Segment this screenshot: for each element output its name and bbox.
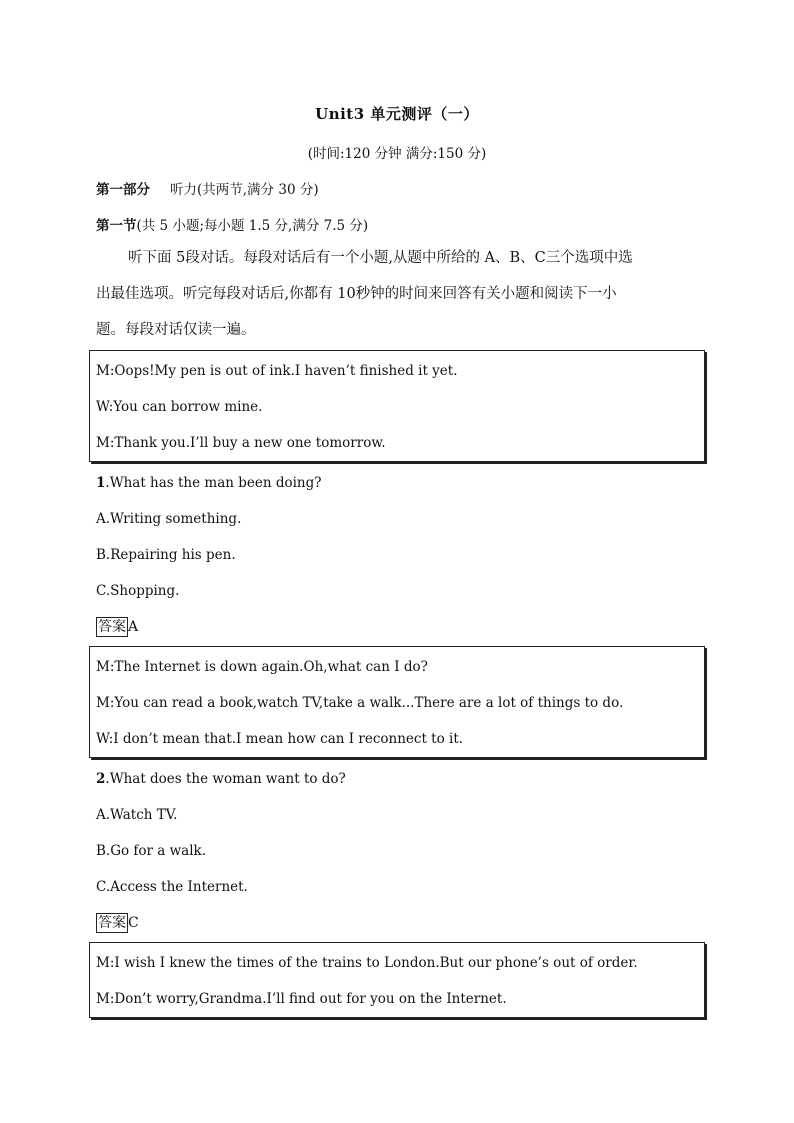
part-heading: [96, 178, 319, 198]
dialogue-line: M:Oops!My pen is out of ink.I haven’t finished it yet.: [96, 363, 458, 379]
section-heading: [96, 214, 368, 234]
instruction-line: 题。每段对话仅读一遍。: [96, 322, 256, 338]
dialogue-line: M:I wish I knew the times of the trains to London.But our phone’s out of order.: [96, 955, 638, 971]
question-number: 2: [96, 771, 106, 787]
page-subtitle: (时间:120 分钟 满分:150 分): [307, 146, 487, 162]
answer-value: A: [128, 619, 139, 635]
part-label: 第一部分: [96, 182, 150, 198]
dialogue-line: M:The Internet is down again.Oh,what can I do?: [96, 659, 428, 675]
answer-tag: 答案: [98, 619, 126, 635]
option: C.Shopping.: [96, 583, 180, 599]
question: [96, 771, 346, 787]
dialogue-line: W:I don’t mean that.I mean how can I reconnect to it.: [96, 731, 464, 747]
answer-tag: 答案: [98, 915, 126, 931]
option: B.Repairing his pen.: [96, 547, 236, 563]
instruction-line: 出最佳选项。听完每段对话后,你都有 10秒钟的时间来回答有关小题和阅读下一小: [96, 286, 617, 302]
dialogue-line: M:You can read a book,watch TV,take a walk...There are a lot of things to do.: [96, 695, 624, 711]
option: A.Watch TV.: [96, 807, 178, 823]
section-desc: (共 5 小题;每小题 1.5 分,满分 7.5 分): [136, 218, 369, 234]
page-title: Unit3 单元测评（一）: [315, 105, 479, 123]
dialogue-box: [89, 942, 705, 1018]
instruction-line: 听下面 5段对话。每段对话后有一个小题,从题中所给的 A、B、C三个选项中选: [128, 250, 633, 266]
dialogue-line: M:Don’t worry,Grandma.I’ll find out for you on the Internet.: [96, 991, 507, 1007]
part-desc: 听力(共两节,满分 30 分): [170, 182, 319, 198]
question: [96, 475, 322, 491]
instructions: [96, 240, 696, 348]
answer: [96, 617, 138, 637]
answer-value: C: [128, 915, 139, 931]
option: A.Writing something.: [96, 511, 242, 527]
dialogue-line: M:Thank you.I’ll buy a new one tomorrow.: [96, 435, 386, 451]
option: C.Access the Internet.: [96, 879, 248, 895]
question-text: .What has the man been doing?: [105, 475, 322, 491]
question-text: .What does the woman want to do?: [105, 771, 346, 787]
section-label: 第一节: [96, 218, 137, 234]
dialogue-line: W:You can borrow mine.: [96, 399, 263, 415]
dialogue-box: [89, 350, 705, 462]
question-number: 1: [96, 475, 106, 491]
option: B.Go for a walk.: [96, 843, 207, 859]
dialogue-box: [89, 646, 705, 758]
answer: [96, 913, 139, 933]
